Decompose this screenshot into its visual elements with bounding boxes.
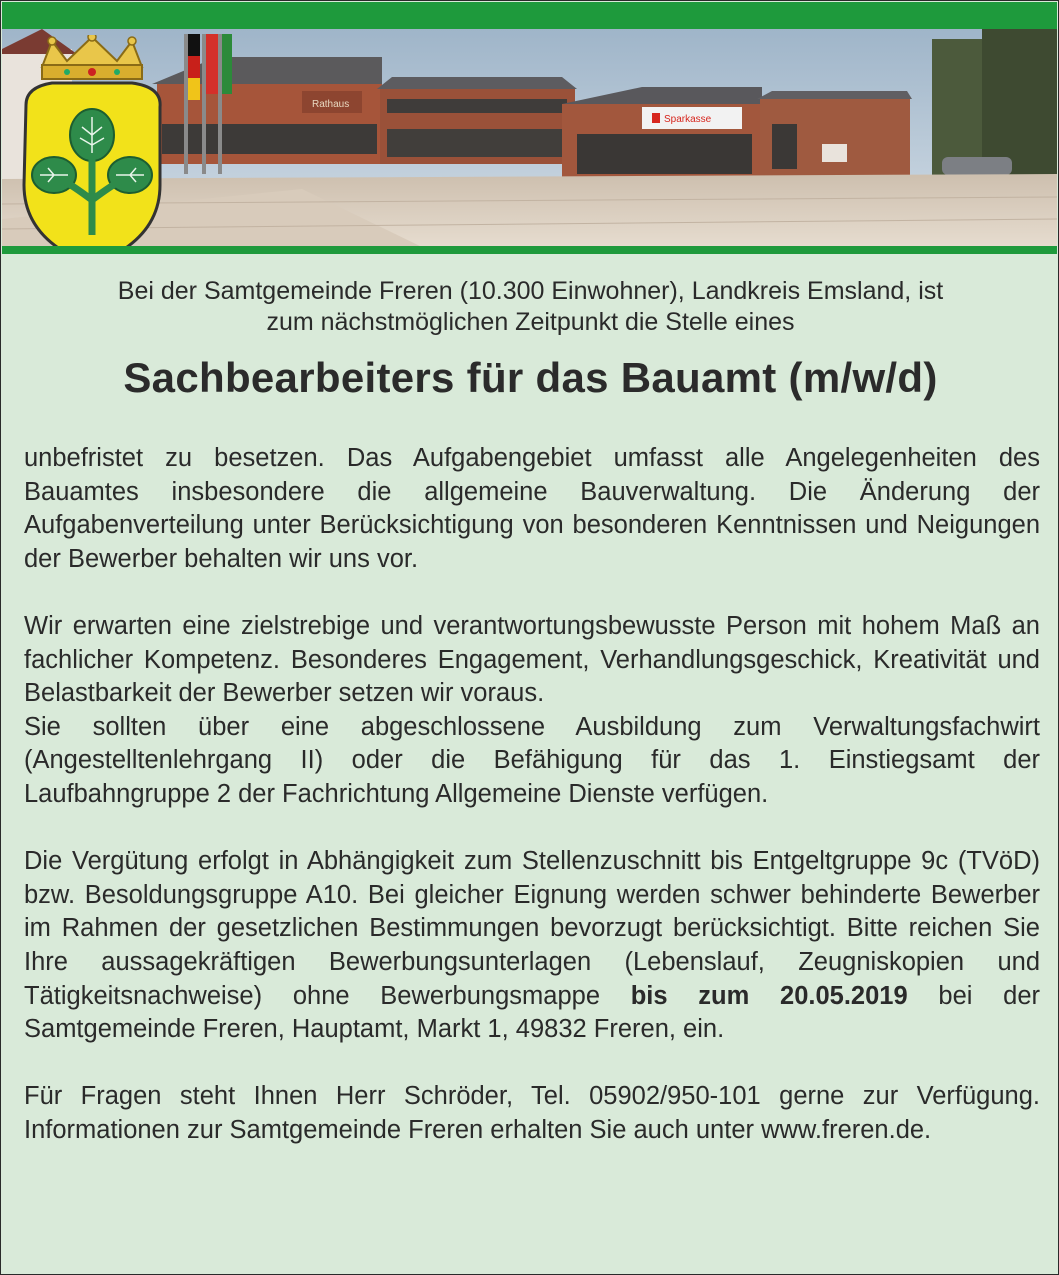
- header-photo-town-hall: [2, 29, 1057, 247]
- sparkasse-sign: Sparkasse: [664, 114, 712, 125]
- advertisement-text: [1, 254, 1058, 1274]
- job-title: Sachbearbeiters für das Bauamt (m/w/d): [123, 354, 938, 401]
- body-text: [24, 442, 1040, 1147]
- intro-text: [1, 276, 1059, 338]
- paragraph-application: [24, 845, 1040, 1047]
- paragraph-qualification: Sie sollten über eine abgeschlossene Ausbildung zum Verwaltungsfachwirt (Angestelltenlehrgang II) oder die Befähigung für das 1. Einstiegsamt der Laufbahngruppe 2 der Fachrichtung Allgemeine Dienste verfügen.: [24, 712, 1040, 808]
- application-deadline: bis zum 20.05.2019: [630, 981, 908, 1010]
- application-address: bei der Samtgemeinde Freren, Hauptamt, Markt 1, 49832 Freren, ein.: [24, 981, 1040, 1044]
- coat-of-arms-icon: [12, 35, 172, 247]
- photo-bottom-green-bar: [2, 246, 1057, 254]
- paragraph-tasks: unbefristet zu besetzen. Das Aufgabengebiet umfasst alle Angelegenheiten des Bauamtes insbesondere die allgemeine Bauverwaltung. Die Änderung der Aufgabenverteilung unter Berücksichtigung von besonderen Kenntnissen und Neigungen der Bewerber behalten wir uns vor.: [24, 444, 1040, 573]
- intro-line-1: Bei der Samtgemeinde Freren (10.300 Einwohner), Landkreis Emsland, ist: [117, 277, 944, 305]
- intro-line-2: zum nächstmöglichen Zeitpunkt die Stelle eines: [266, 308, 795, 336]
- paragraph-expectations: Wir erwarten eine zielstrebige und verantwortungsbewusste Person mit hohem Maß an fachlicher Kompetenz. Besonderes Engagement, Verhandlungsgeschick, Kreativität und Belastbarkeit der Bewerber setzen wir voraus.: [24, 611, 1040, 708]
- paragraph-contact: Für Fragen steht Ihnen Herr Schröder, Tel. 05902/950-101 gerne zur Verfügung. Informationen zur Samtgemeinde Freren erhalten Sie auch unter www.freren.de.: [24, 1082, 1040, 1144]
- top-green-bar: [2, 2, 1057, 29]
- application-text: Die Vergütung erfolgt in Abhängigkeit zum Stellenzuschnitt bis Entgeltgruppe 9c (TVöD) bzw. Besoldungsgruppe A10. Bei gleicher Eignung werden schwer behinderte Bewerber im Rahmen der gesetzlichen Bestimmungen bevorzugt berücksichtigt. Bitte reichen Sie Ihre aussagekräftigen Bewerbungsunterlagen (Lebenslauf, Zeugniskopien und Tätigkeitsnachweise) ohne Bewerbungsmappe: [24, 847, 1040, 1010]
- rathaus-sign: Rathaus: [312, 99, 350, 110]
